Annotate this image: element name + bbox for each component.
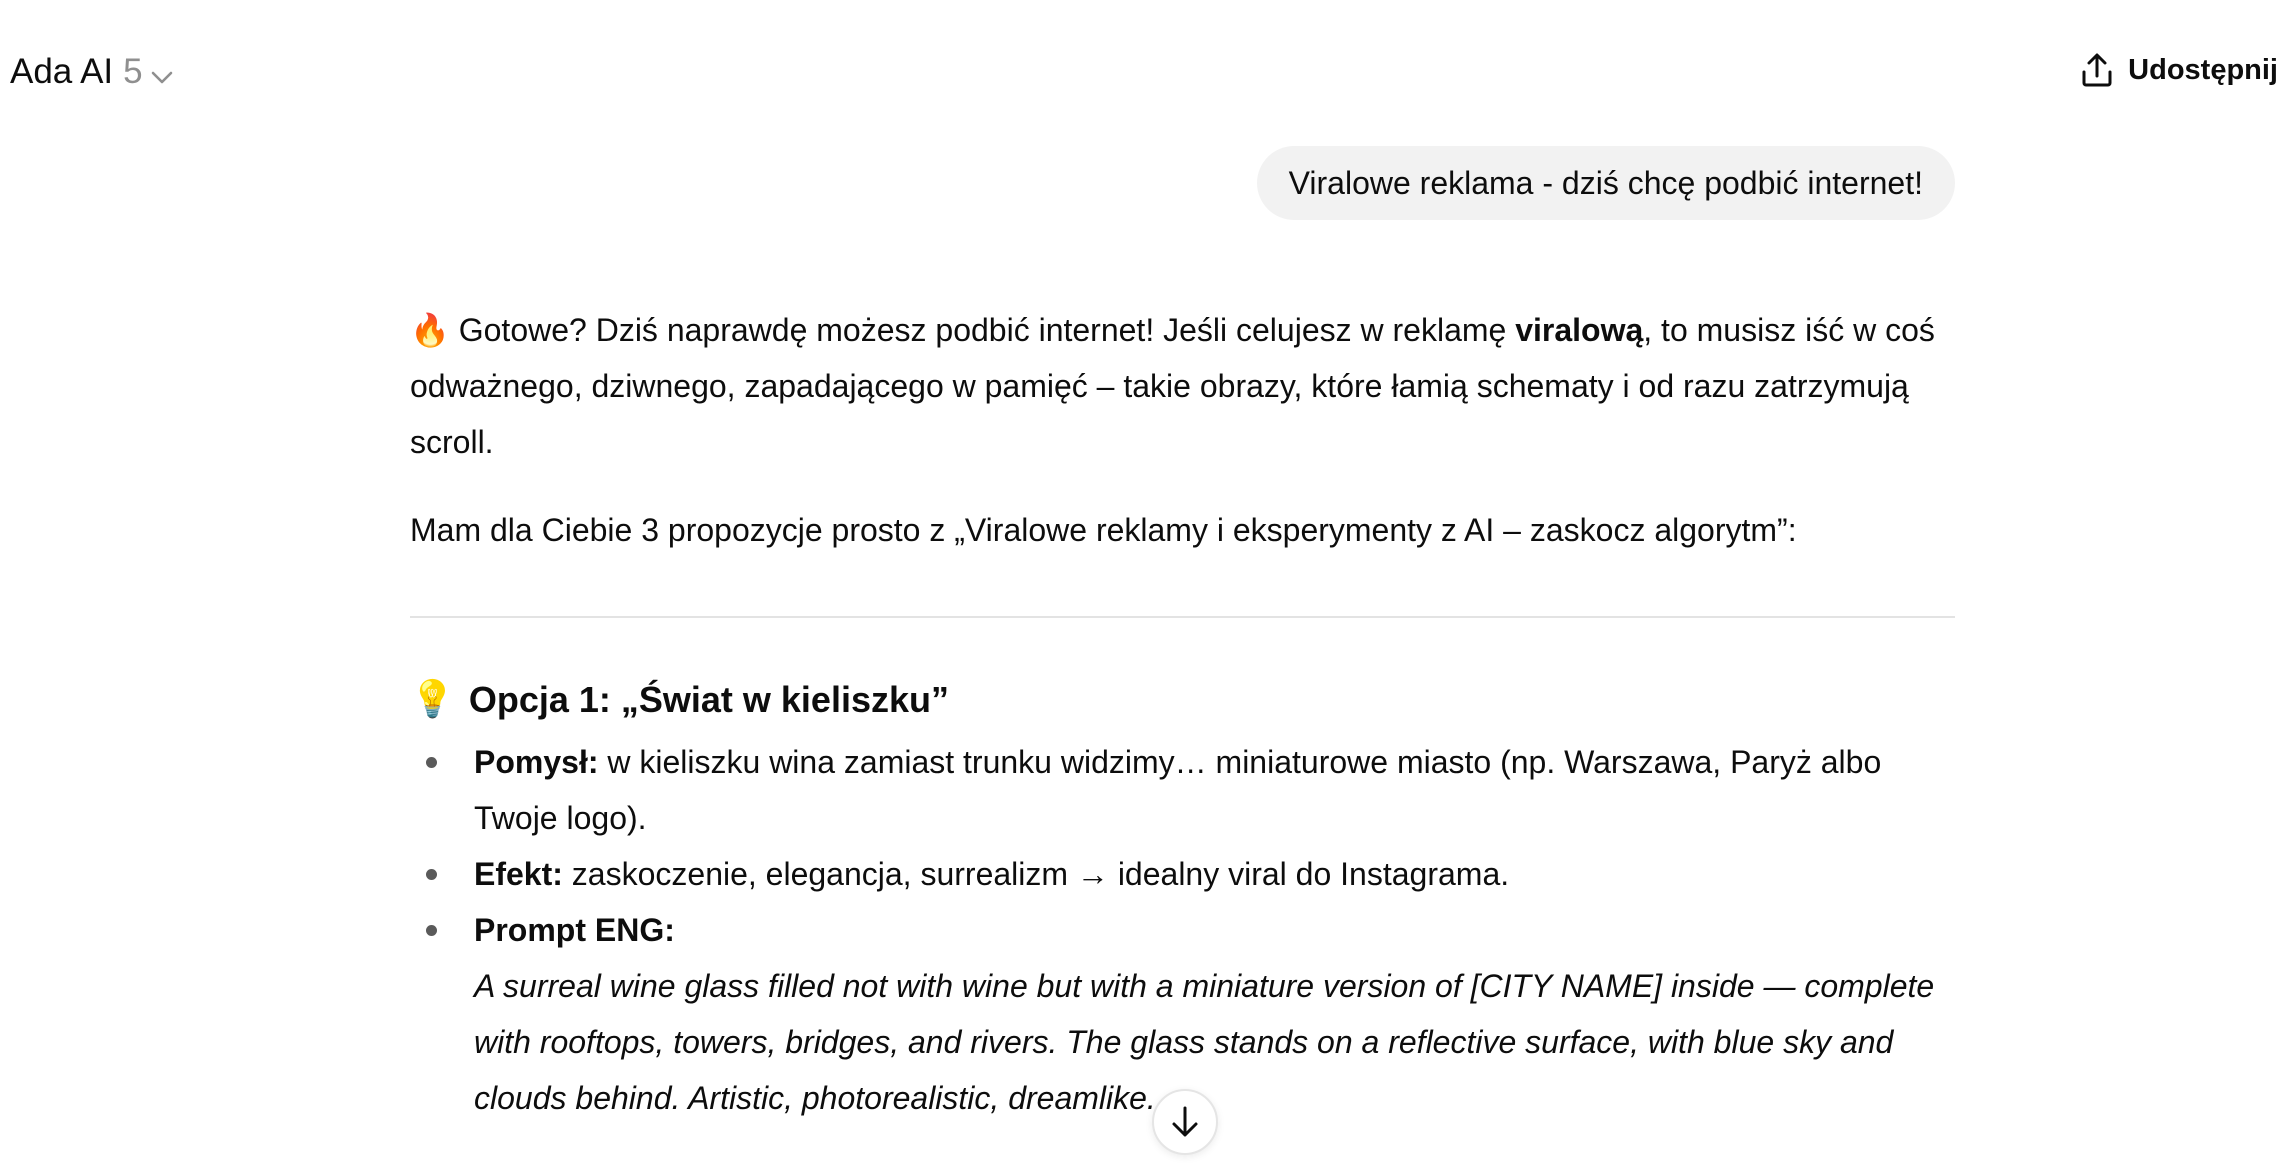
option-heading (410, 670, 1955, 730)
share-label: Udostępnij (2128, 53, 2278, 86)
user-message-bubble: Viralowe reklama - dziś chcę podbić internet! (1257, 146, 1955, 220)
bullet-icon (426, 757, 437, 768)
list-item (410, 846, 1955, 902)
scroll-down-button[interactable] (1152, 1089, 1218, 1155)
arrow-down-icon (1170, 1105, 1200, 1139)
intro-text-end: , to musisz iść w coś odważnego, dziwnego, zapadającego w pamięć – takie obrazy, które łamią schematy i od razu zatrzymują scroll. (410, 312, 1935, 460)
item-text: w kieliszku wina zamiast trunku widzimy… miniaturowe miasto (np. Warszawa, Paryż albo Twoje logo). (474, 744, 1882, 836)
share-upload-icon (2080, 52, 2114, 88)
item-text: zaskoczenie, elegancja, surrealizm → idealny viral do Instagrama. (562, 856, 1510, 892)
intro-bold: viralową (1515, 312, 1644, 348)
bullet-icon (426, 925, 437, 936)
list-item (410, 734, 1955, 846)
intro-paragraph (410, 302, 1955, 470)
lightbulb-icon: 💡 (410, 679, 455, 720)
model-name: Ada AI (10, 52, 114, 91)
item-label: Pomysł: (474, 744, 599, 780)
share-button[interactable] (2080, 44, 2278, 96)
prompt-text: A surreal wine glass filled not with wine but with a miniature version of [CITY NAME] inside — complete with rooftops, towers, bridges, and rivers. The glass stands on a reflective surface, with blue sky and clouds behind. Artistic, photorealistic, dreamlike. (474, 968, 1935, 1116)
proposals-paragraph: Mam dla Ciebie 3 propozycje prosto z „Viralowe reklamy i eksperymenty z AI – zaskocz algorytm”: (410, 512, 1797, 548)
option-details-list (410, 734, 1955, 1126)
chevron-down-icon (151, 46, 173, 102)
intro-text: Gotowe? Dziś naprawdę możesz podbić internet! Jeśli celujesz w reklamę (449, 312, 1516, 348)
option-title: Opcja 1: „Świat w kieliszku” (468, 679, 949, 720)
item-label: Efekt: (474, 856, 563, 892)
model-version: 5 (123, 52, 143, 91)
divider (410, 616, 1955, 618)
assistant-message (410, 302, 1955, 1126)
item-label: Prompt ENG: (474, 912, 675, 948)
fire-icon: 🔥 (410, 311, 450, 349)
model-selector[interactable] (10, 42, 173, 102)
top-bar (0, 0, 2292, 140)
bullet-icon (426, 869, 437, 880)
